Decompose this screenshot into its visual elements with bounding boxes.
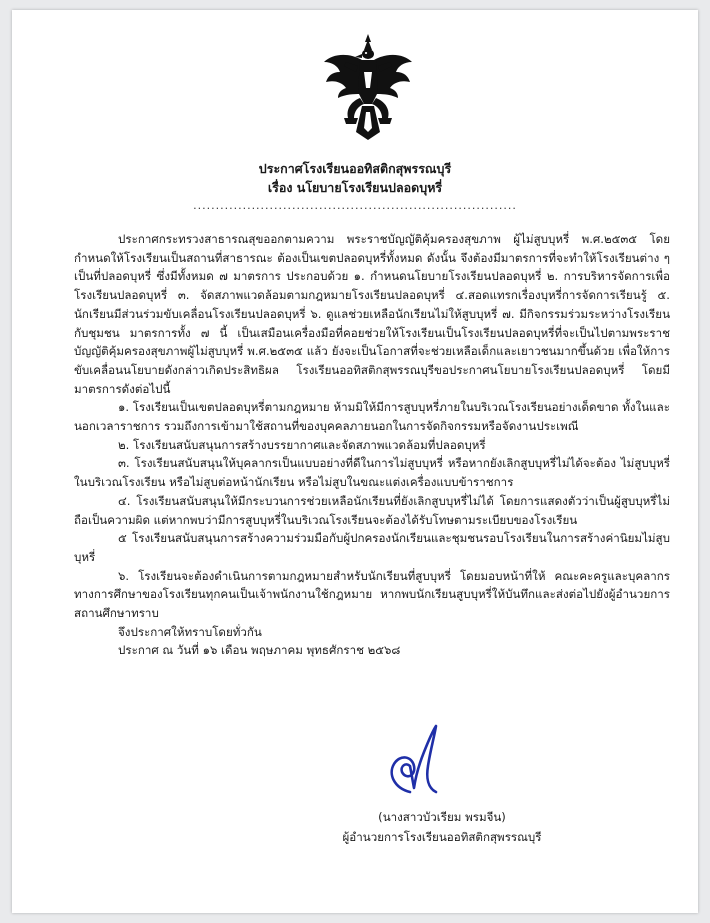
signer-name: (นางสาวบัวเรียม พรมจีน) (378, 810, 506, 824)
policy-item-6: ๖. โรงเรียนจะต้องดำเนินการตามกฎหมายสำหรับนักเรียนที่สูบบุหรี่ โดยมอบหน้าที่ให้ คณะคะครูและบุคลากรทางการศึกษาของโรงเรียนทุกคนเป็นเจ้าพนักงานใช้กฎหมาย หากพบนักเรียนสูบบุหรี่ให้บันทึกและส่งต่อไปยังผู้อำนวยการสถานศึกษาทราบ (74, 568, 670, 621)
policy-item-2: ๒. โรงเรียนสนับสนุนการสร้างบรรยากาศและจัดสภาพแวดล้อมที่ปลอดบุหรี่ (118, 437, 486, 452)
signer-position: ผู้อำนวยการโรงเรียนออทิสติกสุพรรณบุรี (342, 830, 542, 844)
intro-paragraph: ประกาศกระทรวงสาธารณสุขออกตามความ พระราชบัญญัติคุ้มครองสุขภาพ ผู้ไม่สูบบุหรี่ พ.ศ.๒๕๓๕ โดยกำหนดให้โรงเรียนเป็นสถานที่สาธารณะ ต้องเป็นเขตปลอดบุหรี่ทั้งหมด ดังนั้น จึงต้องมีมาตรการที่จะทำให้โรงเรียนต่าง ๆ เป็นที่ปลอดบุหรี่ ซึ่งมีทั้งหมด ๗ มาตรการ ประกอบด้วย ๑. กำหนดนโยบายโรงเรียนปลอดบุหรี่ ๒. การบริหารจัดการเพื่อโรงเรียนปลอดบุหรี่ ๓. จัดสภาพแวดล้อมตามกฎหมายโรงเรียนปลอดบุหรี่ ๔.สอดแทรกเรื่องบุหรี่การจัดการเรียนรู้ ๕. นักเรียนมีส่วนร่วมขับเคลื่อนโรงเรียนปลอดบุหรี่ ๖. ดูแลช่วยเหลือนักเรียนไม่ให้สูบบุหรี่ ๗. มีกิจกรรมร่วมระหว่างโรงเรียนกับชุมชน มาตรการทั้ง ๗ นี้ เป็นเสมือนเครื่องมือที่คอยช่วยให้โรงเรียนเป็นโรงเรียนปลอดบุหรี่ที่จะเป็นไปตามพระราชบัญญัติคุ้มครองสุขภาพผู้ไม่สูบบุหรี่ พ.ศ.๒๕๓๕ แล้ว ยังจะเป็นโอกาสที่จะช่วยเหลือเด็กและเยาวชนมากขึ้นด้วย เพื่อให้การขับเคลื่อนนโยบายดังกล่าวเกิดประสิทธิผล โรงเรียนออทิสติกสุพรรณบุรีขอประกาศนโยบายโรงเรียนปลอดบุหรี่ โดยมีมาตรการดังต่อไปนี้ (74, 232, 670, 396)
policy-item-5: ๕ โรงเรียนสนับสนุนการสร้างความร่วมมือกับผู้ปกครองนักเรียนและชุมชนรอบโรงเรียนในการสร้างค่านิยมไม่สูบบุหรี่ (74, 531, 670, 564)
document-page (12, 10, 698, 913)
policy-item-1: ๑. โรงเรียนเป็นเขตปลอดบุหรี่ตามกฎหมาย ห้ามมิให้มีการสูบบุหรี่ภายในบริเวณโรงเรียนอย่างเด็ดขาด ทั้งในและนอกเวลาราชการ รวมถึงการเข้ามาใช้สถานที่ของบุคคลภายนอกในการจัดกิจกรรมหรือจัดงานประเพณี (74, 400, 670, 434)
policy-item-3: ๓. โรงเรียนสนับสนุนให้บุคลากรเป็นแบบอย่างที่ดีในการไม่สูบบุหรี่ หรือหากยังเลิกสูบบุหรี่ไม่ได้จะต้อง ไม่สูบบุหรี่ในบริเวณโรงเรียน หรือไม่สูบต่อหน้านักเรียน หรือไม่สูบในขณะแต่งเครื่องแบบข้าราชการ (74, 456, 670, 490)
document-subject: เรื่อง นโยบายโรงเรียนปลอดบุหรี่ (267, 180, 443, 195)
title-separator: ........................................................................ (193, 199, 517, 212)
closing-statement: จึงประกาศให้ทราบโดยทั่วกัน (118, 624, 262, 639)
garuda-emblem-icon (322, 32, 414, 140)
document-title: ประกาศโรงเรียนออทิสติกสุพรรณบุรี (258, 161, 452, 176)
handwritten-signature-icon (380, 722, 448, 796)
policy-item-4: ๔. โรงเรียนสนับสนุนให้มีกระบวนการช่วยเหลือนักเรียนที่ยังเลิกสูบบุหรี่ไม่ได้ โดยการแสดงตัวว่าเป็นผู้สูบบุหรี่ไม่ถือเป็นความผิด แต่หากพบว่ามีการสูบบุหรี่ในบริเวณโรงเรียนจะต้องได้รับโทษตามระเบียบของโรงเรียน (74, 493, 670, 527)
document-body (74, 230, 670, 660)
announce-date: ประกาศ ณ วันที่ ๑๖ เดือน พฤษภาคม พุทธศักราช ๒๕๖๘ (118, 643, 401, 658)
